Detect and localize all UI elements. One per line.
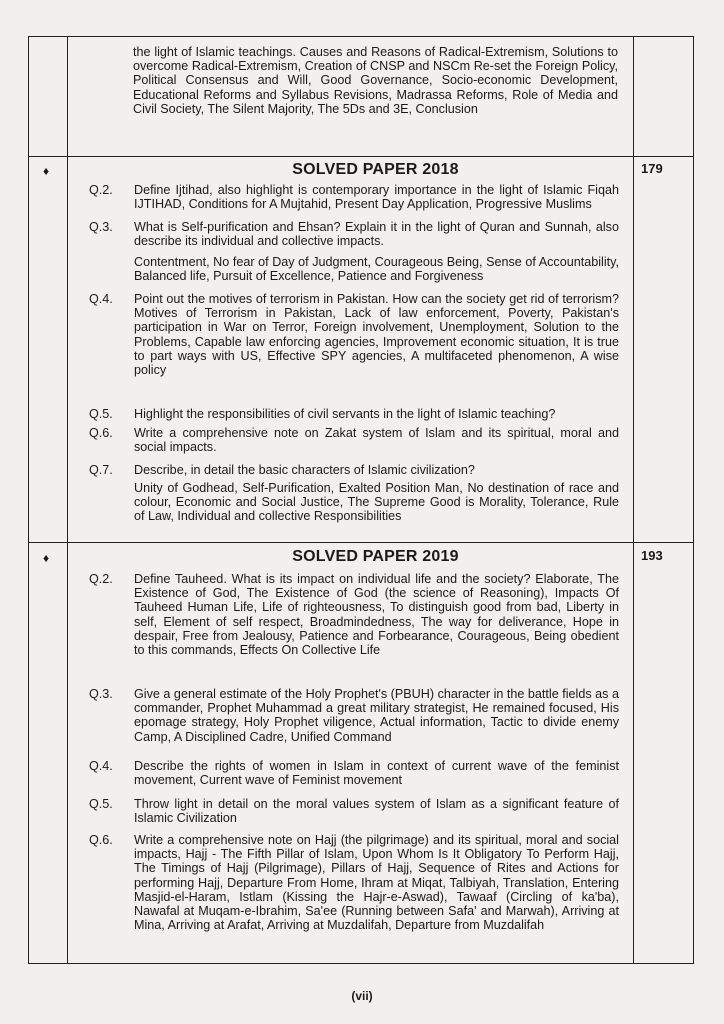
row-divider xyxy=(29,156,693,157)
question-text: Define Tauheed. What is its impact on individual life and the society? Elaborate, The Existence of God, The Existence of God (the science of Reasoning), Impacts Of Tauheed Human Life, Life of righteousness, To distinguish good from bad, Liberty in self, Element of self respect, Broadmindedness, The way for deliverance, Hope in despair, Free from Jealousy, Patience and Forbearance, Courageous, Being obedient to this commands, Effects On Collective Life xyxy=(134,572,619,658)
question-text: Describe, in detail the basic characters of Islamic civilization? xyxy=(134,463,475,477)
page-number-2019: 193 xyxy=(641,548,663,563)
question-number: Q.3. xyxy=(89,220,113,234)
section-title-2019: SOLVED PAPER 2019 xyxy=(292,548,459,565)
question-number: Q.2. xyxy=(89,183,113,197)
question-number: Q.2. xyxy=(89,572,113,586)
question-text: Throw light in detail on the moral values system of Islam as a significant feature of Islamic Civilization xyxy=(134,797,619,826)
question-text: Describe the rights of women in Islam in context of current wave of the feminist movement, Current wave of Feminist movement xyxy=(134,759,619,788)
question-number: Q.6. xyxy=(89,426,113,440)
question-number: Q.5. xyxy=(89,797,113,811)
answer-text: Contentment, No fear of Day of Judgment, Courageous Being, Sense of Accountability, Balanced life, Pursuit of Excellence, Patience and Forgiveness xyxy=(134,255,619,284)
page-number-2018: 179 xyxy=(641,161,663,176)
continued-topic-text: the light of Islamic teachings. Causes and Reasons of Radical-Extremism, Solutions to overcome Radical-Extremism, Creation of CNSP and NSCm Re-set the Foreign Policy, Political Consensus and Will, Good Governance, Socio-economic Development, Educational Reforms and Syllabus Revisions, Madrassa Reforms, Role of Media and Civil Society, The Silent Majority, The 5Ds and 3E, Conclusion xyxy=(133,45,618,116)
question-number: Q.7. xyxy=(89,463,113,477)
question-text: Give a general estimate of the Holy Prophet's (PBUH) character in the battle fields as a commander, Prophet Muhammad a great military strategist, He remained focused, His epomage strategy, Holy Prophet viligence, Actual information, Tactic to divide enemy Camp, A Disciplined Cadre, Unified Command xyxy=(134,687,619,744)
column-divider xyxy=(633,37,634,963)
question-text: What is Self-purification and Ehsan? Explain it in the light of Quran and Sunnah, also describe its individual and collective impacts. xyxy=(134,220,619,249)
question-text: Write a comprehensive note on Zakat system of Islam and its spiritual, moral and social impacts. xyxy=(134,426,619,455)
question-number: Q.6. xyxy=(89,833,113,847)
section-bullet-icon: ♦ xyxy=(43,164,50,178)
question-number: Q.4. xyxy=(89,759,113,773)
contents-table xyxy=(28,36,694,964)
section-title-2018: SOLVED PAPER 2018 xyxy=(292,161,459,178)
section-bullet-icon: ♦ xyxy=(43,551,50,565)
row-divider xyxy=(29,542,693,543)
question-text: Point out the motives of terrorism in Pakistan. How can the society get rid of terrorism? Motives of Terrorism in Pakistan, Lack of law enforcement, Poverty, Pakistan's participation in War on Terror, Foreign involvement, Unemployment, Solution to the Problems, Capable law enforcing agencies, Improvement economic situation, It is true to part ways with US, Effective SPY agencies, A multifaceted phenomenon, A wise policy xyxy=(134,292,619,378)
question-number: Q.3. xyxy=(89,687,113,701)
question-text: Highlight the responsibilities of civil servants in the light of Islamic teaching? xyxy=(134,407,556,421)
question-number: Q.4. xyxy=(89,292,113,306)
answer-text: Unity of Godhead, Self-Purification, Exalted Position Man, No destination of race and colour, Economic and Social Justice, The Supreme Good is Morality, Tolerance, Rule of Law, Individual and collective Responsibilities xyxy=(134,481,619,524)
question-text: Define Ijtihad, also highlight is contemporary importance in the light of Islamic Fiqah IJTIHAD, Conditions for A Mujtahid, Present Day Application, Progressive Muslims xyxy=(134,183,619,212)
question-text: Write a comprehensive note on Hajj (the pilgrimage) and its spiritual, moral and social impacts, Hajj - The Fifth Pillar of Islam, Upon Whom Is It Obligatory To Perform Hajj, The Timings of Hajj (Pilgrimage), Pillars of Hajj, Sequence of Rites and Actions for performing Hajj, Departure From Home, Ihram at Miqat, Talbiyah, Translation, Entering Masjid-el-Haram, Istlam (Kissing the Hajr-e-Aswad), Tawaaf (Circling of ka'ba), Nawafal at Muqam-e-Ibrahim, Sa'ee (Running between Safa' and Marwah), Arriving at Mina, Arriving at Arafat, Arriving at Muzdalifah, Departure from Muzdalifah xyxy=(134,833,619,933)
column-divider xyxy=(67,37,68,963)
page-footer-number: (vii) xyxy=(351,989,373,1003)
question-number: Q.5. xyxy=(89,407,113,421)
